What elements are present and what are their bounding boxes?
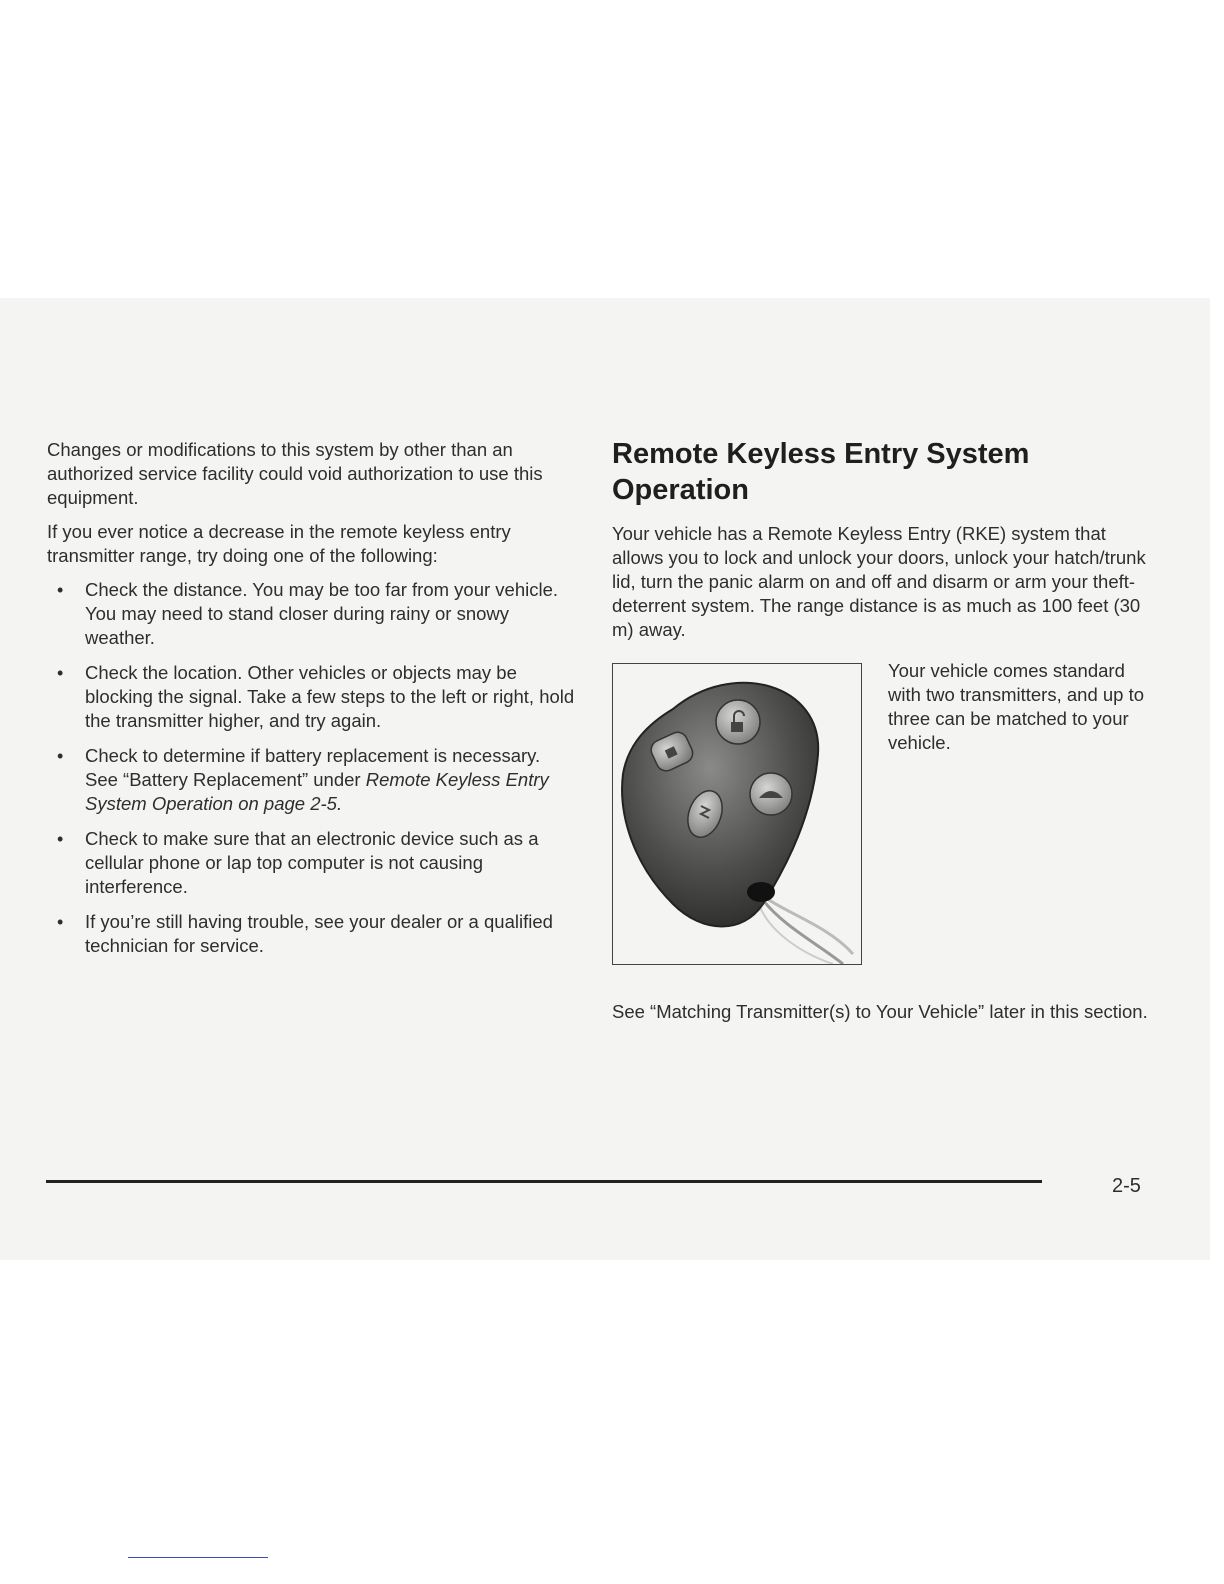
rke-description: Your vehicle has a Remote Keyless Entry (RKE) system that allows you to lock and unlock your doors, unlock your hatch/trunk lid, turn the panic alarm on and off and disarm or arm your theft-deterrent system. The range distance is as much as 100 feet (30 m) away. <box>612 523 1146 640</box>
list-item-text: Check to make sure that an electronic device such as a cellular phone or lap top computer is not causing interference. <box>85 828 539 897</box>
list-item <box>47 910 577 958</box>
intro-paragraph-modifications: Changes or modifications to this system by other than an authorized service facility could void authorization to use this equipment. <box>47 439 543 508</box>
list-item <box>47 827 577 899</box>
transmitter-illustration <box>613 664 861 964</box>
list-item <box>47 661 577 733</box>
left-column <box>47 438 577 969</box>
list-item-text: Check to determine if battery replacement is necessary. See “Battery Replacement” under <box>85 745 541 790</box>
figure-row <box>612 660 1157 969</box>
footer-underline <box>128 1557 268 1558</box>
list-item-text: If you’re still having trouble, see your dealer or a qualified technician for service. <box>85 911 553 956</box>
bullet-icon: • <box>57 580 64 600</box>
list-item-text: Check the distance. You may be too far from your vehicle. You may need to stand closer during rainy or snowy weather. <box>85 579 559 648</box>
cross-reference-link[interactable]: Remote Keyless Entry System Operation on page 2-5. <box>85 769 549 814</box>
keyless-remote-transmitter-icon <box>612 663 862 965</box>
bullet-icon: • <box>57 663 64 683</box>
list-item <box>47 578 577 650</box>
bullet-icon: • <box>57 912 64 932</box>
bullet-icon: • <box>57 829 64 849</box>
section-title: Remote Keyless Entry System Operation <box>612 438 1030 506</box>
troubleshooting-list <box>47 578 577 958</box>
right-column <box>612 436 1157 969</box>
bullet-icon: • <box>57 746 64 766</box>
page-number: 2-5 <box>1112 1175 1141 1197</box>
see-also-paragraph: See “Matching Transmitter(s) to Your Vehicle” later in this section. <box>612 1001 1148 1022</box>
figure-caption: Your vehicle comes standard with two transmitters, and up to three can be matched to your vehicle. <box>888 660 1145 753</box>
list-item <box>47 744 577 816</box>
footer-divider <box>46 1180 1042 1183</box>
intro-paragraph-range: If you ever notice a decrease in the remote keyless entry transmitter range, try doing one of the following: <box>47 521 511 566</box>
list-item-text: Check the location. Other vehicles or objects may be blocking the signal. Take a few steps to the left or right, hold the transmitter higher, and try again. <box>85 662 575 731</box>
